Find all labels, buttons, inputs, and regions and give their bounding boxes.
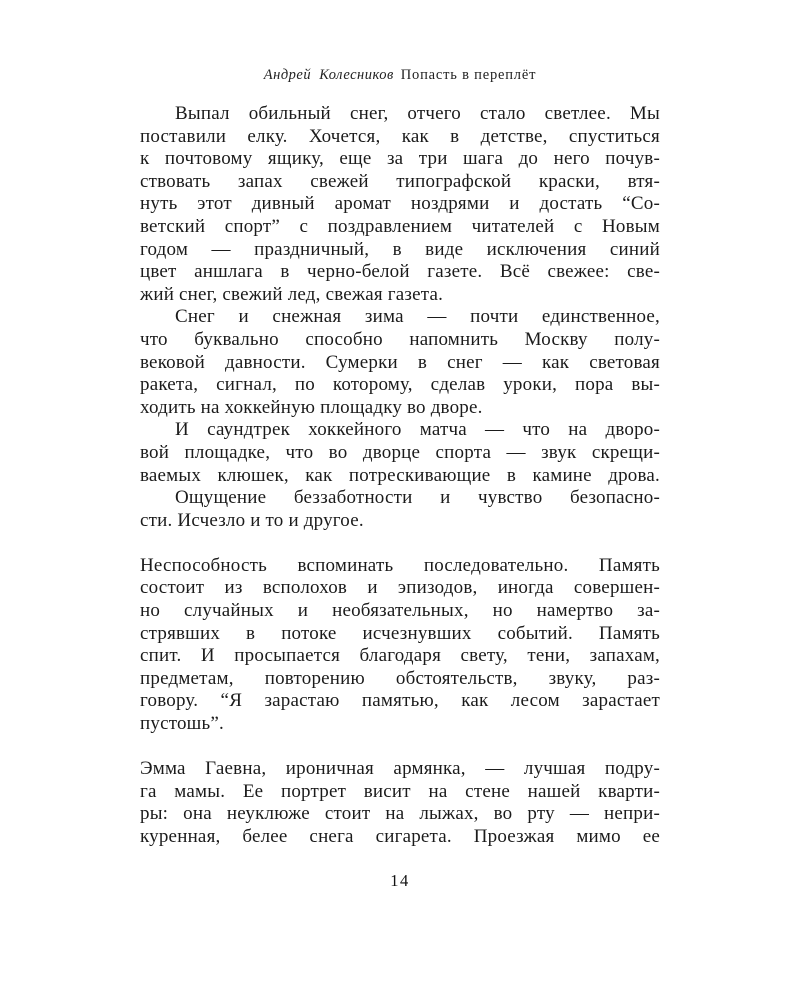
text-line: ствовать запах свежей типографской краски, втя-: [140, 170, 660, 192]
text-line: что буквально способно напомнить Москву полу-: [140, 328, 660, 350]
page-number: 14: [390, 871, 410, 890]
running-header-title: Попасть в переплёт: [400, 67, 537, 83]
text-line: сти. Исчезло и то и другое.: [140, 509, 364, 531]
text-line: Эмма Гаевна, ироничная армянка, — лучшая подру-: [140, 758, 660, 780]
text-line: Ощущение беззаботности и чувство безопасно-: [175, 487, 660, 509]
running-header: [0, 66, 800, 84]
text-line: ходить на хоккейную площадку во дворе.: [140, 396, 483, 418]
paragraph: [140, 306, 660, 419]
paragraph: [140, 555, 660, 736]
text-line: ветский спорт” с поздравлением читателей с Новым: [140, 215, 660, 237]
text-line: га мамы. Ее портрет висит на стене нашей кварти-: [140, 780, 660, 802]
text-line: Снег и снежная зима — почти единственное,: [175, 306, 660, 328]
text-line: но случайных и необязательных, но намертво за-: [140, 600, 660, 622]
text-line: предметам, повторению обстоятельств, звуку, раз-: [140, 667, 660, 689]
text-line: Неспособность вспоминать последовательно. Память: [140, 554, 660, 576]
text-line: вой площадке, что во дворце спорта — звук скрещи-: [140, 441, 660, 463]
paragraph: [140, 758, 660, 848]
text-line: говору. “Я зарастаю памятью, как лесом зарастает: [140, 690, 660, 712]
text-line: цвет аншлага в черно-белой газете. Всё свежее: све-: [140, 261, 660, 283]
running-header-author: Андрей Колесников: [263, 67, 394, 83]
text-line: нуть этот дивный аромат ноздрями и достать “Со-: [140, 193, 660, 215]
text-line: спит. И просыпается благодаря свету, тени, запахам,: [140, 645, 660, 667]
text-line: ваемых клюшек, как потрескивающие в камине дрова.: [140, 464, 660, 486]
text-line: годом — праздничный, в виде исключения синий: [140, 238, 660, 260]
text-line: состоит из всполохов и эпизодов, иногда совершен-: [140, 577, 660, 599]
text-line: ракета, сигнал, по которому, сделав уроки, пора вы-: [140, 374, 660, 396]
text-line: ры: она неуклюже стоит на лыжах, во рту — непри-: [140, 803, 660, 825]
text-block: [140, 103, 660, 849]
text-line: куренная, белее снега сигарета. Проезжая мимо ее: [140, 826, 660, 847]
text-line: вековой давности. Сумерки в снег — как световая: [140, 351, 660, 373]
text-line: к почтовому ящику, еще за три шага до него почув-: [140, 148, 660, 170]
paragraph: [140, 419, 660, 487]
text-line: И саундтрек хоккейного матча — что на дворо-: [175, 419, 660, 441]
text-line: поставили елку. Хочется, как в детстве, спуститься: [140, 125, 660, 147]
text-line: стрявших в потоке исчезнувших событий. Память: [140, 622, 660, 644]
text-line: жий снег, свежий лед, свежая газета.: [140, 283, 444, 305]
paragraph: [140, 487, 660, 532]
paragraph: [140, 103, 660, 306]
text-line: Выпал обильный снег, отчего стало светлее. Мы: [175, 103, 660, 124]
text-line: пустошь”.: [140, 713, 224, 735]
